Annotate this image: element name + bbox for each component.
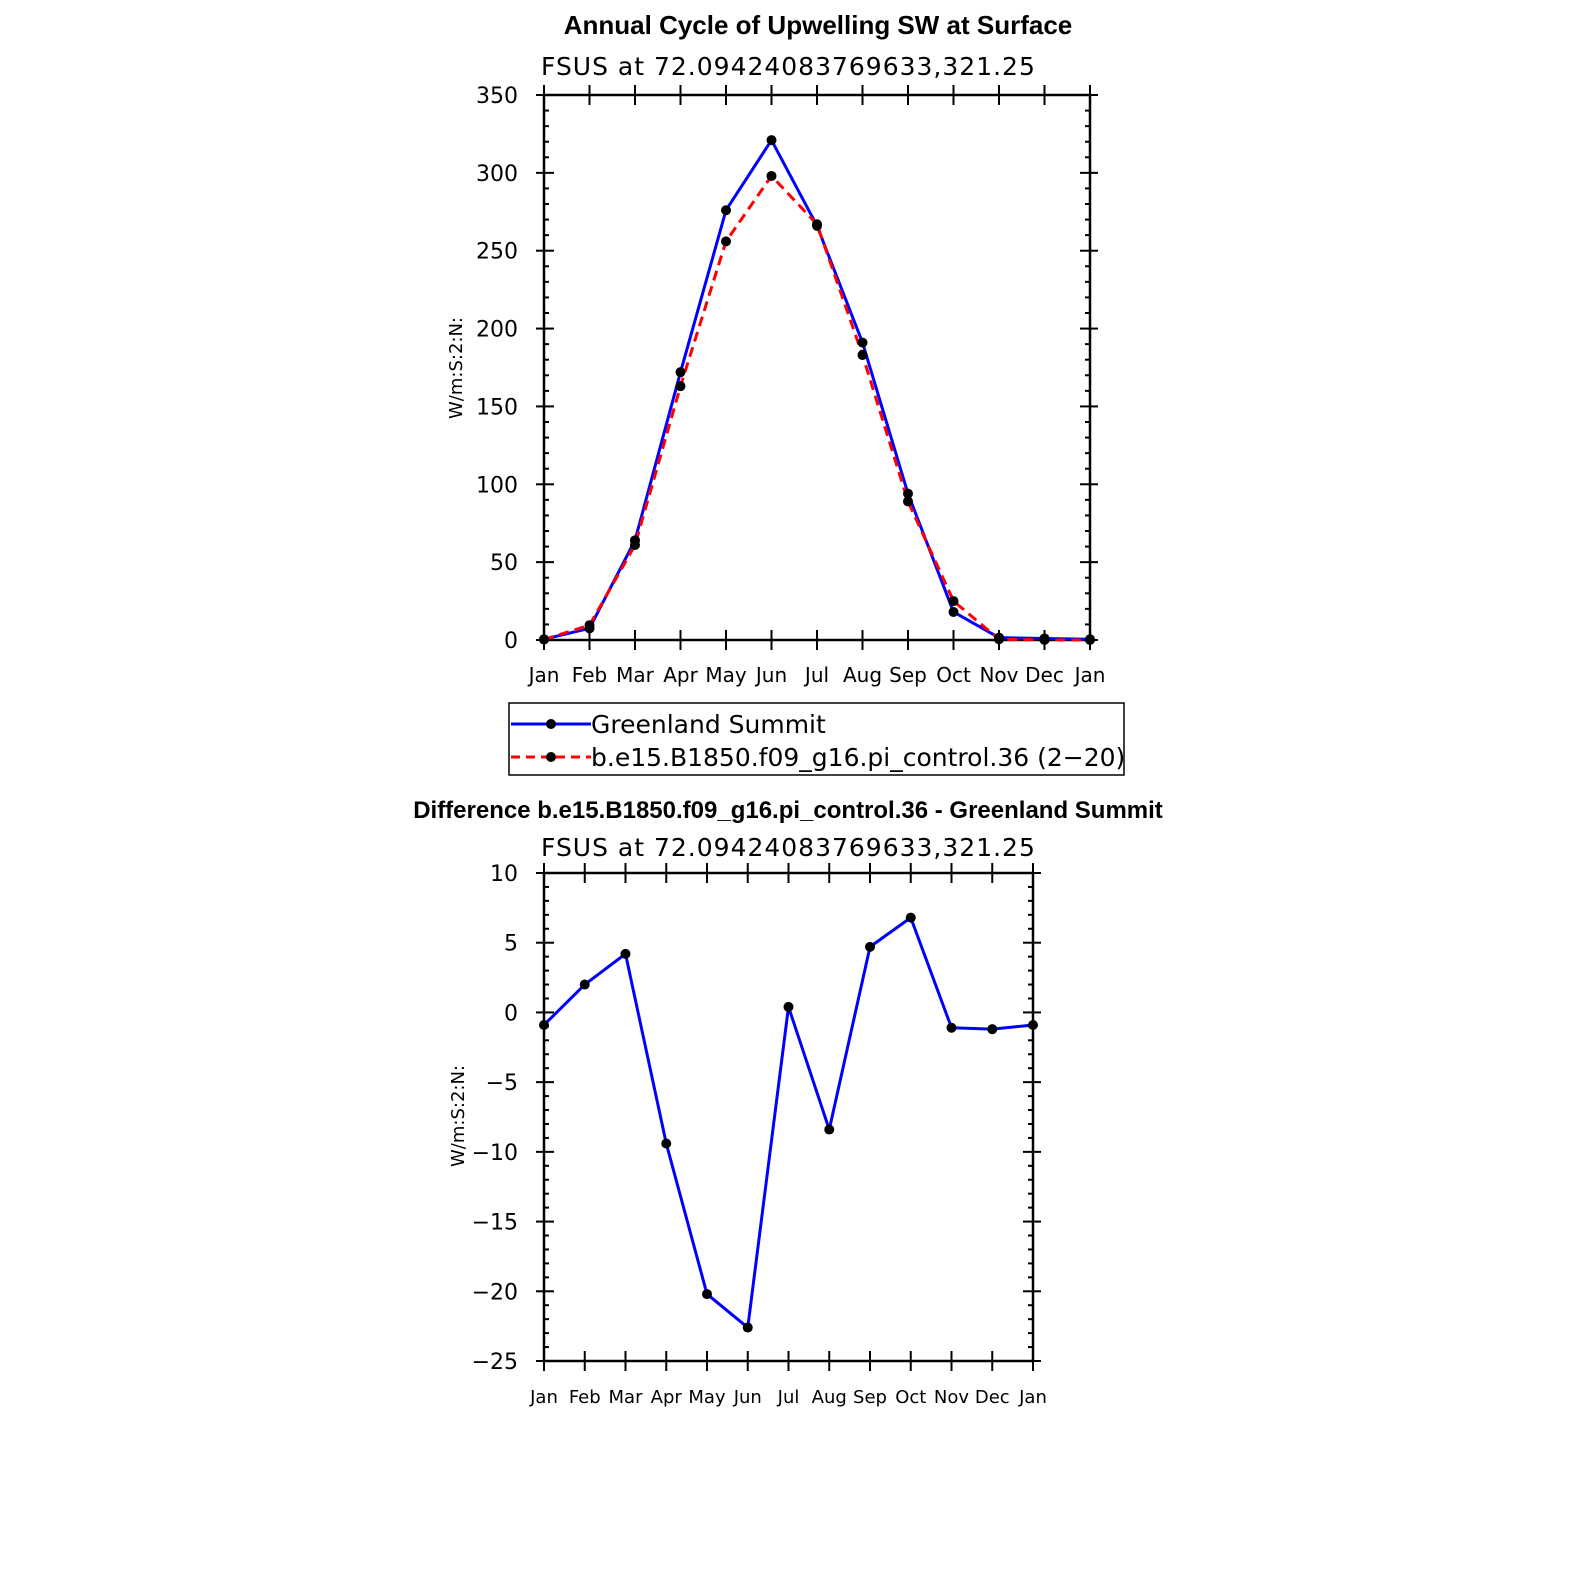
chart1-series-1-point xyxy=(903,496,913,506)
chart2-xtick-label: Nov xyxy=(933,1387,970,1408)
chart1-plot xyxy=(476,84,1105,687)
chart2-ytick-label: 5 xyxy=(504,931,518,957)
legend-label-pi-control: b.e15.B1850.f09_g16.pi_control.36 (2−20) xyxy=(591,743,1126,772)
chart1-series-0-point xyxy=(858,338,868,348)
chart2-series-0-point xyxy=(865,942,875,952)
chart1-series-1-point xyxy=(539,635,549,645)
chart2-xtick-label: Jun xyxy=(733,1387,762,1408)
chart1-series-0-line xyxy=(544,140,1090,639)
chart2-ytick-label: −25 xyxy=(471,1350,518,1375)
chart1-xtick-label: Jun xyxy=(755,663,788,687)
chart2-series-0-point xyxy=(906,913,916,923)
chart2-ytick-label: 10 xyxy=(490,862,518,887)
chart1-xtick-label: Jul xyxy=(804,663,830,687)
chart1-ytick-label: 200 xyxy=(476,317,518,343)
chart2-series-0-point xyxy=(784,1002,794,1012)
chart2-series-0-point xyxy=(743,1323,753,1333)
chart1-title: Annual Cycle of Upwelling SW at Surface xyxy=(563,10,1073,40)
chart2-ytick-label: −5 xyxy=(485,1071,518,1097)
chart2-series-0-point xyxy=(621,949,631,959)
chart1-subtitle: FSUS at 72.09424083769633,321.25 xyxy=(541,52,1036,81)
chart1-xtick-label: Jan xyxy=(528,663,560,687)
chart2-series-0-point xyxy=(661,1138,671,1148)
chart1-ytick-label: 350 xyxy=(476,84,518,109)
chart1-series-1-point xyxy=(676,381,686,391)
chart1-xtick-label: Apr xyxy=(663,663,698,687)
chart2-series-0-line xyxy=(544,918,1033,1328)
chart1-xtick-label: Aug xyxy=(842,663,883,687)
chart1-series-1-point xyxy=(994,634,1004,644)
chart1-xtick-label: Jan xyxy=(1074,663,1106,687)
chart1-series-1-point xyxy=(812,219,822,229)
chart2-xtick-label: Jan xyxy=(1019,1387,1047,1408)
chart1-series-1-point xyxy=(1085,635,1095,645)
chart1-ytick-label: 50 xyxy=(490,551,518,577)
chart2-xtick-label: Apr xyxy=(650,1387,682,1408)
chart1-series-1-line xyxy=(544,176,1090,640)
chart1-xtick-label: Mar xyxy=(616,663,654,687)
chart1-series-1-point xyxy=(949,596,959,606)
chart1-ytick-label: 250 xyxy=(476,239,518,265)
chart2-xtick-label: Sep xyxy=(853,1387,887,1408)
legend-marker-greenland-summit xyxy=(546,719,556,729)
chart1-ytick-label: 150 xyxy=(476,395,518,421)
chart1-series-1-point xyxy=(1040,635,1050,645)
chart2-title: Difference b.e15.B1850.f09_g16.pi_control.36 - Greenland Summit xyxy=(413,797,1163,824)
chart1-series-0-point xyxy=(949,607,959,617)
chart2-series-0-point xyxy=(947,1023,957,1033)
chart2-xtick-label: Mar xyxy=(608,1387,643,1408)
chart1-legend xyxy=(509,703,1125,775)
chart1-ylabel: W/m:S:2:N: xyxy=(446,317,467,419)
chart2-xtick-label: Dec xyxy=(974,1387,1010,1408)
chart2-plot xyxy=(472,862,1047,1408)
chart1-xtick-label: Sep xyxy=(889,663,927,687)
chart1-series-0-point xyxy=(676,367,686,377)
chart2-ytick-label: −20 xyxy=(471,1280,518,1306)
chart1-ytick-label: 100 xyxy=(476,473,518,499)
chart2-subtitle: FSUS at 72.09424083769633,321.25 xyxy=(541,833,1036,862)
chart2-xtick-label: Jul xyxy=(777,1387,800,1408)
chart2-frame xyxy=(544,873,1033,1361)
chart1-series-1-point xyxy=(858,350,868,360)
legend-marker-pi-control xyxy=(546,752,556,762)
chart2-xtick-label: Oct xyxy=(895,1387,927,1408)
chart2-series-0-point xyxy=(1028,1020,1038,1030)
chart1-series-0-point xyxy=(721,205,731,215)
chart2-series-0-point xyxy=(539,1020,549,1030)
legend-label-greenland-summit: Greenland Summit xyxy=(591,710,826,739)
chart2-ylabel: W/m:S:2:N: xyxy=(448,1065,469,1167)
chart2-xtick-label: Feb xyxy=(568,1387,601,1408)
chart2-series-0-point xyxy=(987,1024,997,1034)
chart1-xtick-label: Nov xyxy=(979,663,1019,687)
chart1-series-0-point xyxy=(767,135,777,145)
chart2-ytick-label: −10 xyxy=(471,1140,518,1166)
chart1-series-1-point xyxy=(721,236,731,246)
chart2-xtick-label: May xyxy=(688,1387,726,1408)
chart1-ytick-label: 300 xyxy=(476,161,518,187)
chart1-xtick-label: Dec xyxy=(1025,663,1064,687)
chart1-xtick-label: May xyxy=(705,663,747,687)
chart1-xtick-label: Oct xyxy=(936,663,971,687)
chart2-ytick-label: 0 xyxy=(504,1001,518,1027)
chart2-series-0-point xyxy=(702,1289,712,1299)
chart1-ytick-label: 0 xyxy=(504,629,518,654)
chart1-series-1-point xyxy=(767,171,777,181)
chart2-series-0-point xyxy=(580,980,590,990)
chart1-series-1-point xyxy=(585,620,595,630)
chart2-xtick-label: Aug xyxy=(811,1387,847,1408)
chart1-series-1-point xyxy=(630,540,640,550)
chart2-xtick-label: Jan xyxy=(530,1387,558,1408)
chart2-ytick-label: −15 xyxy=(471,1210,518,1236)
chart1-xtick-label: Feb xyxy=(571,663,608,687)
chart2-series-0-point xyxy=(824,1125,834,1135)
